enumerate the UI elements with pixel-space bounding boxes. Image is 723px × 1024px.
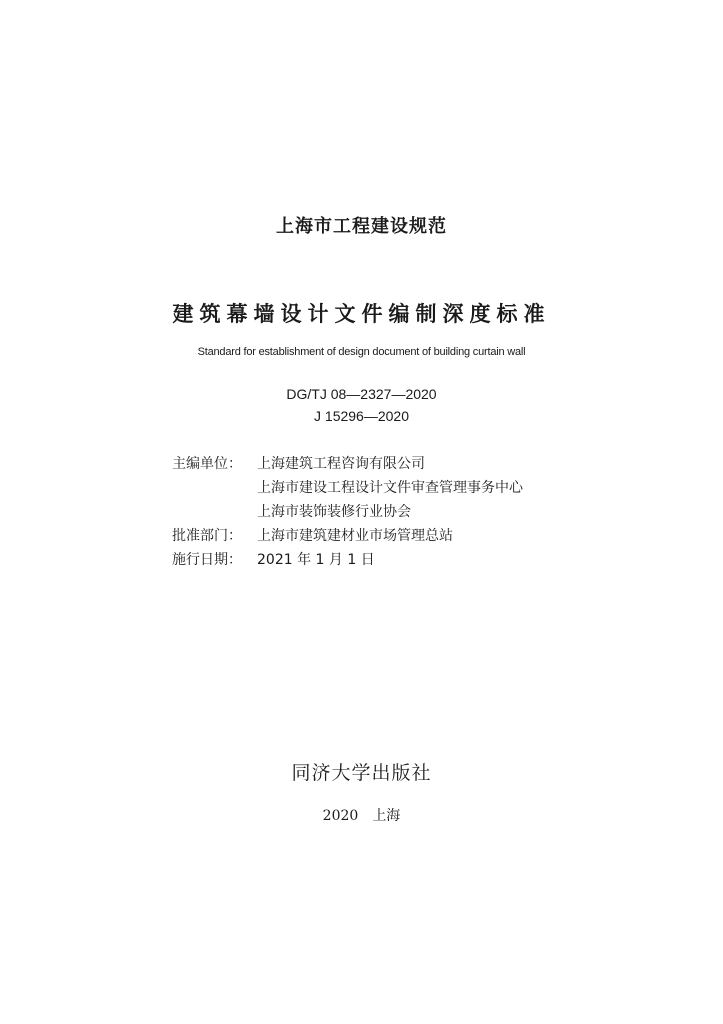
effective-date: 2021 年 1 月 1 日 — [257, 552, 375, 568]
editor-unit: 上海市装饰装修行业协会 — [257, 504, 411, 520]
english-title: Standard for establishment of design document of building curtain wall — [197, 346, 526, 358]
effective-row — [172, 548, 523, 572]
editor-row — [172, 500, 523, 524]
editor-row — [172, 452, 523, 476]
series-title: 上海市工程建设规范 — [276, 216, 447, 237]
publication-info — [172, 452, 523, 572]
effective-label: 施行日期： — [172, 552, 242, 568]
standard-code: DG/TJ 08—2327—2020 — [286, 386, 437, 402]
publisher-name: 同济大学出版社 — [291, 762, 432, 784]
editor-unit: 上海建筑工程咨询有限公司 — [257, 456, 425, 472]
approval-row — [172, 524, 523, 548]
editor-label: 主编单位： — [172, 456, 242, 472]
publication-year: 2020 — [322, 808, 359, 824]
editor-unit: 上海市建设工程设计文件审查管理事务中心 — [257, 480, 523, 496]
editor-row — [172, 476, 523, 500]
document-title: 建筑幕墙设计文件编制深度标准 — [172, 302, 551, 326]
publication-city: 上海 — [372, 808, 401, 824]
approval-label: 批准部门： — [172, 528, 242, 544]
imprint — [0, 805, 723, 825]
approval-department: 上海市建筑建材业市场管理总站 — [257, 528, 453, 544]
record-code: J 15296—2020 — [314, 408, 409, 424]
